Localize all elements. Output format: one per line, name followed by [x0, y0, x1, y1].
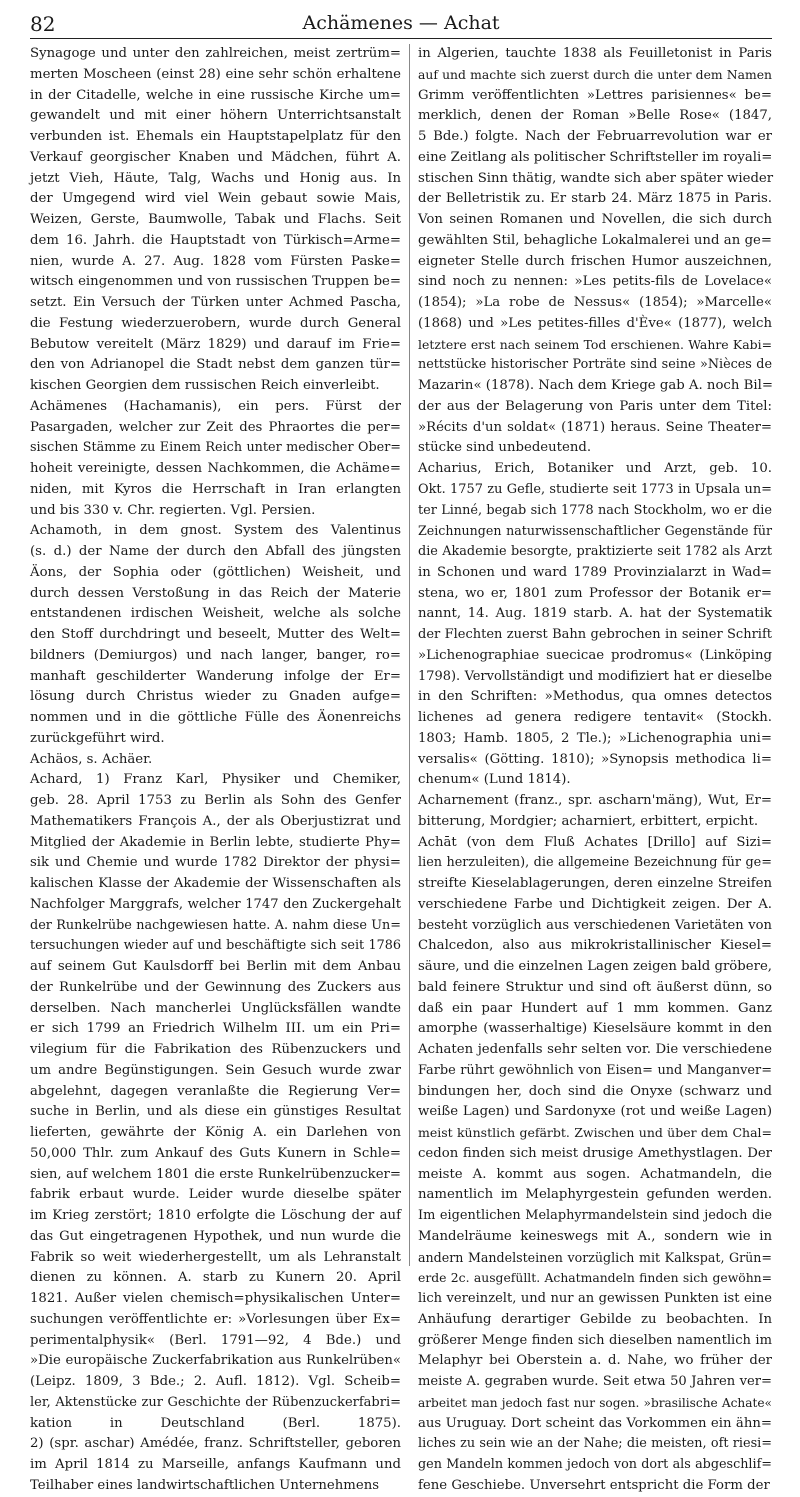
text-line: gewandelt und mit einer höhern Unterrichtsanstalt [30, 108, 401, 124]
text-line: zurückgeführt wird. [30, 730, 165, 746]
text-line: sischen Stämme zu Einem Reich unter medischer Ober= [30, 440, 401, 456]
text-line: Mathematikers François A., der als Oberjustizrat und [30, 813, 401, 829]
text-line: säure, und die einzelnen Lagen zeigen bald gröbere, [418, 959, 772, 974]
text-line: verbunden ist. Ehemals ein Hauptstapelplatz für den [30, 129, 401, 144]
text-line: geb. 28. April 1753 zu Berlin als Sohn des Genfer [30, 793, 401, 808]
text-line: ter Linné, begab sich 1778 nach Stockholm, wo er die [418, 502, 772, 518]
text-line: Im eigentlichen Melaphyrmandelstein sind jedoch die [418, 1208, 772, 1223]
left-column [30, 44, 401, 1493]
text-line: (1854); »La robe de Nessus« (1854); »Marcelle« [418, 295, 772, 310]
text-line: Achāt (von dem Fluß Achates [Drillo] auf Sizi= [418, 834, 772, 850]
text-line: witsch eingenommen und von russischen Truppen be= [30, 274, 401, 290]
text-line: in Algerien, tauchte 1838 als Feuilletonist in Paris [418, 46, 772, 61]
text-line: kation in Deutschland (Berl. 1875). [30, 1415, 401, 1431]
text-line: suchungen veröffentlichte er: »Vorlesungen über Ex= [30, 1311, 401, 1327]
text-line: bildners (Demiurgos) und nach langer, banger, ro= [30, 647, 401, 663]
text-line: 1821. Außer vielen chemisch=physikalischen Unter= [30, 1291, 401, 1306]
text-line: fene Geschiebe. Unversehrt entspricht die Form der [418, 1477, 770, 1493]
text-line: um andre Begünstigungen. Sein Gesuch wurde zwar [30, 1062, 401, 1078]
text-line: gewählten Stil, behagliche Lokalmalerei und an ge= [418, 232, 772, 248]
dictionary-entry-achard-cont [418, 44, 772, 459]
text-line: (s. d.) der Name der durch den Abfall des jüngsten [30, 544, 401, 559]
dictionary-entry-achamoth [30, 521, 401, 749]
text-line: sien, auf welchem 1801 die erste Runkelrübenzucker= [30, 1166, 401, 1182]
text-line: liches zu sein wie an der Nahe; die meisten, oft riesi= [418, 1436, 772, 1452]
text-line: merten Moscheen (einst 28) eine sehr schön erhaltene [30, 66, 401, 82]
text-line: meiste A. kommt aus sogen. Achatmandeln, die [418, 1166, 772, 1182]
dictionary-entry-achaemenes [30, 397, 401, 522]
text-line: Synagoge und unter den zahlreichen, meist zertrüm= [30, 46, 401, 61]
text-line: Mitglied der Akademie in Berlin lebte, studierte Phy= [30, 834, 401, 850]
right-column [418, 44, 774, 1493]
text-line: merklich, denen der Roman »Belle Rose« (1847, [418, 108, 772, 124]
text-line: durch dessen Verstoßung in das Reich der Materie [30, 585, 401, 601]
text-line: lichenes ad genera redigere tentavit« (Stockh. [418, 710, 772, 725]
text-line: 2) (spr. aschar) Amédée, franz. Schriftsteller, geboren [30, 1436, 401, 1452]
text-line: in Schonen und ward 1789 Provinzialarzt in Wad= [418, 564, 772, 580]
text-line: kalischen Klasse der Akademie der Wissenschaften als [30, 876, 401, 891]
text-line: cedon finden sich meist drusige Amethystlagen. Der [418, 1145, 772, 1161]
running-head: Achämenes — Achat [302, 12, 500, 34]
text-line: im April 1814 zu Marseille, anfangs Kaufmann und [30, 1457, 401, 1472]
text-line: derselben. Nach mancherlei Unglücksfällen wandte [30, 1000, 401, 1016]
text-line: Achaten jedenfalls sehr selten vor. Die verschiedene [418, 1042, 772, 1057]
text-line: letztere erst nach seinem Tod erschienen. Wahre Kabi= [418, 336, 772, 352]
text-line: aus Uruguay. Dort scheint das Vorkommen ein ähn= [418, 1415, 772, 1431]
text-line: Weizen, Gerste, Baumwolle, Tabak und Flachs. Seit [30, 212, 401, 227]
text-line: der Runkelrübe nachgewiesen hatte. A. nahm diese Un= [30, 917, 401, 933]
text-line: Acharius, Erich, Botaniker und Arzt, geb. 10. [418, 461, 772, 476]
text-line: setzt. Ein Versuch der Türken unter Achmed Pascha, [30, 295, 401, 310]
text-line: stena, wo er, 1801 zum Professor der Botanik er= [418, 585, 772, 601]
text-line: der Flechten zuerst Bahn gebrochen in seiner Schrift [418, 627, 772, 642]
text-line: »Die europäische Zuckerfabrikation aus Runkelrüben« [30, 1353, 401, 1369]
page-number: 82 [30, 12, 56, 36]
text-line: versalis« (Götting. 1810); »Synopsis methodica li= [418, 751, 772, 767]
text-line: Pasargaden, welcher zur Zeit des Phraortes die per= [30, 419, 401, 435]
text-line: Teilhaber eines landwirtschaftlichen Unternehmens [30, 1477, 380, 1493]
text-line: 5 Bde.) folgte. Nach der Februarrevolution war er [418, 129, 772, 144]
text-line: sind noch zu nennen: »Les petits-fils de Lovelace« [418, 274, 772, 290]
text-line: bindungen her, doch sind die Onyxe (schwarz und [418, 1083, 772, 1099]
text-line: stücke sind unbedeutend. [418, 440, 592, 456]
text-line: Zeichnungen naturwissenschaftlicher Gegenstände für [418, 523, 772, 539]
dictionary-entry-achard [30, 770, 401, 1496]
text-line: Anhäufung derartiger Gebilde zu beobachten. In [418, 1311, 772, 1327]
dictionary-entry-synagoge [30, 44, 401, 397]
column-divider [409, 44, 410, 1266]
text-line: tersuchungen wieder auf und beschäftigte sich seit 1786 [30, 938, 401, 954]
text-line: namentlich im Melaphyrgestein gefunden werden. [418, 1187, 772, 1203]
text-line: in den Schriften: »Methodus, qua omnes detectos [418, 689, 772, 705]
text-line: kischen Georgien dem russischen Reich einverleibt. [30, 378, 380, 393]
text-line: abgelehnt, dagegen veranlaßte die Regierung Ver= [30, 1083, 401, 1099]
dictionary-entry-achat [418, 833, 772, 1497]
text-line: das Gut eingetragenen Hypothek, und nun wurde die [30, 1228, 401, 1244]
text-line: gen Mandeln kommen jedoch von dort als abgeschlif= [418, 1457, 772, 1472]
text-line: dienen zu können. A. starb zu Kunern 20. April [30, 1270, 401, 1286]
text-line: 50,000 Thlr. zum Ankauf des Guts Kunern in Schle= [30, 1145, 401, 1161]
text-line: Chalcedon, also aus mikrokristallinischer Kiesel= [418, 938, 772, 954]
text-line: meist künstlich gefärbt. Zwischen und über dem Chal= [418, 1125, 772, 1140]
text-line: perimentalphysik« (Berl. 1791—92, 4 Bde.) und [30, 1332, 401, 1348]
text-line: Verkauf georgischer Knaben und Mädchen, führt A. [30, 149, 401, 165]
text-line: die Festung wiederzuerobern, wurde durch General [30, 315, 401, 331]
text-line: Okt. 1757 zu Gefle, studierte seit 1773 in Upsala un= [418, 481, 772, 497]
text-line: fabrik erbaut wurde. Leider wurde dieselbe später [30, 1187, 401, 1203]
text-line: amorphe (wasserhaltige) Kieselsäure kommt in den [418, 1021, 772, 1037]
text-line: bitterung, Mordgier; acharniert, erbittert, erpicht. [418, 813, 759, 829]
text-line: Achard, 1) Franz Karl, Physiker und Chemiker, [30, 772, 401, 788]
text-line: auf und machte sich zuerst durch die unter dem Namen [418, 67, 772, 82]
dictionary-entry-acharnement [418, 791, 772, 833]
text-line: im Krieg zerstört; 1810 erfolgte die Löschung der auf [30, 1208, 401, 1223]
text-line: stischen Sinn thätig, wandte sich aber später wieder [418, 170, 774, 186]
page-header [30, 10, 772, 39]
text-line: nettstücke historischer Porträte sind seine »Nièces de [418, 357, 772, 373]
dictionary-entry-achaos [30, 750, 401, 771]
text-line: Grimm veröffentlichten »Lettres parisiennes« be= [418, 87, 772, 103]
text-line: 1803; Hamb. 1805, 2 Tle.); »Lichenographia uni= [418, 730, 772, 746]
text-line: verschiedene Farbe und Dichtigkeit zeigen. Der A. [418, 896, 772, 912]
text-line: Acharnement (franz., spr. ascharn'mäng), Wut, Er= [418, 793, 772, 808]
text-line: und bis 330 v. Chr. regierten. Vgl. Persien. [30, 502, 316, 518]
text-line: Mandelräume keineswegs mit A., sondern wie in [418, 1228, 772, 1244]
text-line: Melaphyr bei Oberstein a. d. Nahe, wo früher der [418, 1353, 772, 1369]
text-line: nommen und in die göttliche Fülle des Äonenreichs [30, 710, 401, 725]
text-line: der Runkelrübe und der Gewinnung des Zuckers aus [30, 979, 401, 995]
text-line: arbeitet man jedoch fast nur sogen. »brasilische Achate« [418, 1395, 772, 1410]
text-line: daß ein paar Hundert auf 1 mm kommen. Ganz [418, 1000, 772, 1016]
text-line: Farbe rührt gewöhnlich von Eisen= und Manganver= [418, 1062, 772, 1078]
text-line: suche in Berlin, und als diese ein günstiges Resultat [30, 1104, 401, 1120]
text-line: Achamoth, in dem gnost. System des Valentinus [30, 523, 401, 539]
text-line: vilegium für die Fabrikation des Rübenzuckers und [30, 1042, 401, 1057]
text-line: Achäos, s. Achäer. [30, 751, 153, 767]
text-line: auf seinem Gut Kaulsdorff bei Berlin mit dem Anbau [30, 959, 401, 974]
text-line: Äons, der Sophia oder (göttlichen) Weisheit, und [30, 564, 401, 580]
text-line: Fabrik so weit wiederhergestellt, um als Lehranstalt [30, 1249, 401, 1265]
text-line: sik und Chemie und wurde 1782 Direktor der physi= [30, 855, 401, 871]
text-line: eine Zeitlang als politischer Schriftsteller im royali= [418, 149, 773, 165]
text-line: Bebutow vereitelt (März 1829) und darauf im Frie= [30, 336, 401, 352]
text-line: Mazarin« (1878). Nach dem Kriege gab A. noch Bil= [418, 378, 773, 393]
text-line: lien herzuleiten), die allgemeine Bezeichnung für ge= [418, 855, 772, 871]
text-line: manhaft geschilderter Wanderung infolge der Er= [30, 668, 401, 684]
text-line: meiste A. gegraben wurde. Seit etwa 50 Jahren ver= [418, 1374, 772, 1389]
text-line: hoheit vereinigte, dessen Nachkommen, die Achäme= [30, 461, 401, 476]
text-line: den Stoff durchdringt und beseelt, Mutter des Welt= [30, 627, 401, 642]
text-line: weiße Lagen) und Sardonyxe (rot und weiße Lagen) [418, 1104, 772, 1120]
text-line: niden, mit Kyros die Herrschaft in Iran erlangten [30, 481, 401, 497]
text-line: (1868) und »Les petites-filles d'Ève« (1877), welch [418, 315, 772, 331]
text-line: lich vereinzelt, und nur an gewissen Punkten ist eine [418, 1291, 772, 1306]
text-line: er sich 1799 an Friedrich Wilhelm III. um ein Pri= [30, 1021, 401, 1037]
text-line: ler, Aktenstücke zur Geschichte der Rübenzuckerfabri= [30, 1394, 401, 1410]
text-line: erde 2c. ausgefüllt. Achatmandeln finden sich gewöhn= [418, 1271, 772, 1286]
text-line: der Belletristik zu. Er starb 24. März 1875 in Paris. [418, 191, 772, 207]
text-line: andern Mandelsteinen vorzüglich mit Kalkspat, Grün= [418, 1249, 772, 1265]
text-line: besteht vorzüglich aus verschiedenen Varietäten von [418, 917, 772, 933]
text-line: die Akademie besorgte, praktizierte seit 1782 als Arzt [418, 544, 772, 559]
text-line: Nachfolger Marggrafs, welcher 1747 den Zuckergehalt [30, 896, 401, 912]
text-line: entstandenen irdischen Weisheit, welche als solche [30, 606, 401, 622]
text-line: nien, wurde A. 27. Aug. 1828 vom Fürsten Paske= [30, 253, 401, 269]
text-line: nannt, 14. Aug. 1819 starb. A. hat der Systematik [418, 606, 772, 622]
text-line: chenum« (Lund 1814). [418, 772, 571, 788]
text-line: jetzt Vieh, Häute, Talg, Wachs und Honig aus. In [30, 170, 401, 186]
text-line: Achämenes (Hachamanis), ein pers. Fürst der [30, 398, 401, 414]
dictionary-entry-acharius [418, 459, 772, 791]
text-line: lösung durch Christus wieder zu Gnaden aufge= [30, 689, 401, 705]
text-line: lieferten, gewährte der König A. ein Darlehen von [30, 1125, 401, 1140]
text-line: streifte Kieselablagerungen, deren einzelne Streifen [418, 876, 772, 891]
text-line: »Lichenographiae suecicae prodromus« (Linköping [418, 647, 772, 663]
text-line: der Umgegend wird viel Wein gebaut sowie Mais, [30, 191, 401, 207]
text-line: den von Adrianopel die Stadt nebst dem ganzen tür= [30, 357, 401, 373]
text-line: Von seinen Romanen und Novellen, die sich durch [418, 212, 772, 227]
text-line: dem 16. Jahrh. die Hauptstadt von Türkisch=Arme= [30, 232, 401, 248]
text-line: größerer Menge finden sich dieselben namentlich im [418, 1332, 772, 1348]
text-line: »Récits d'un soldat« (1871) heraus. Seine Theater= [418, 419, 772, 435]
text-line: 1798). Vervollständigt und modifiziert hat er dieselbe [418, 668, 772, 684]
text-line: der aus der Belagerung von Paris unter dem Titel: [418, 398, 772, 414]
text-line: bald feinere Struktur und sind oft äußerst dünn, so [418, 979, 772, 995]
text-line: (Leipz. 1809, 3 Bde.; 2. Aufl. 1812). Vgl. Scheib= [30, 1374, 401, 1389]
text-line: eigneter Stelle durch frischen Humor auszeichnen, [418, 253, 772, 269]
text-line: in der Citadelle, welche in eine russische Kirche um= [30, 87, 401, 103]
